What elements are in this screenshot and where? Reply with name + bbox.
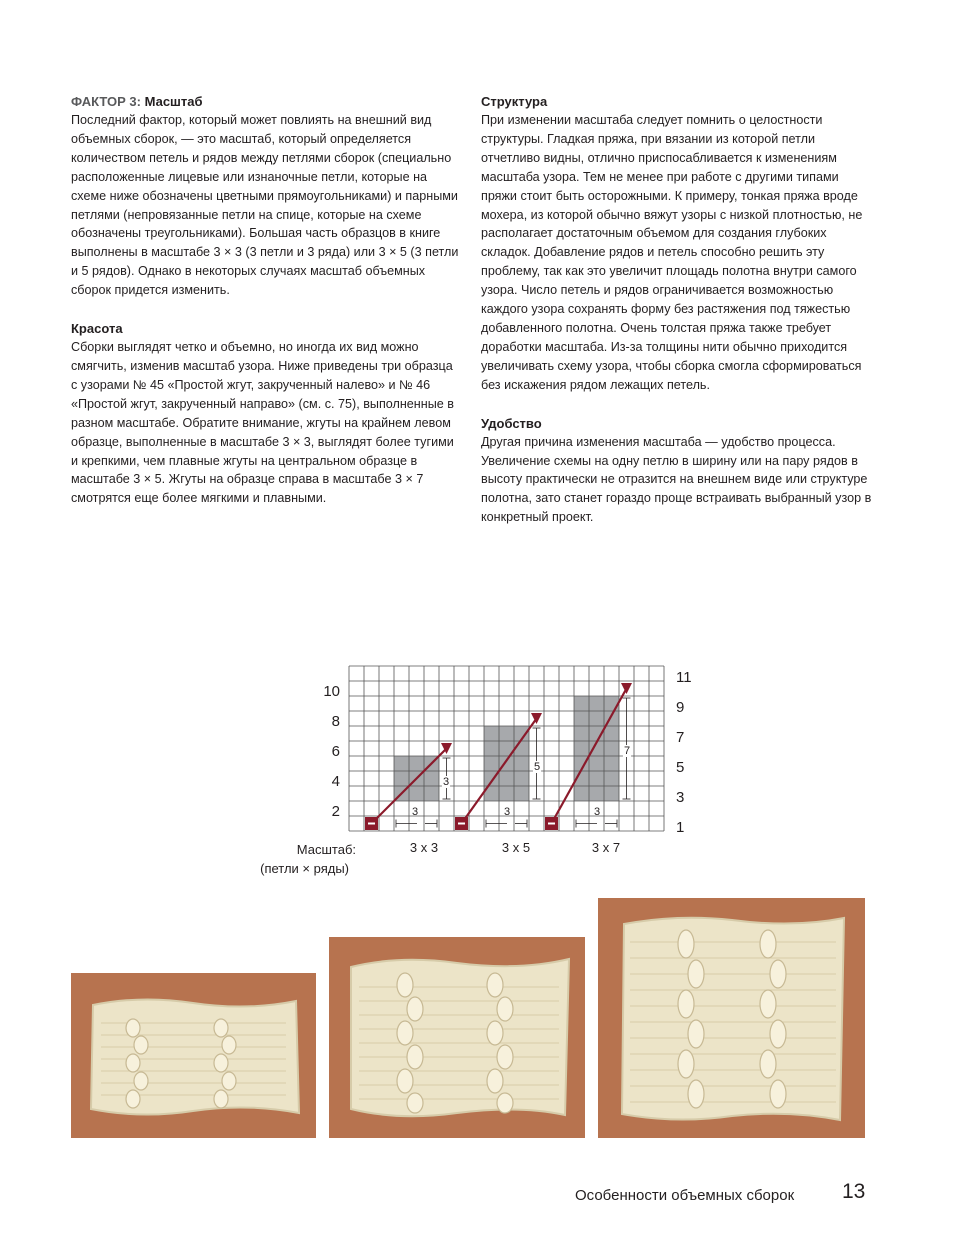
row-count: 3 bbox=[442, 776, 450, 788]
row-number: 2 bbox=[331, 803, 340, 820]
sample-label: 3 x 3 bbox=[409, 840, 439, 855]
heading-structure: Структура bbox=[481, 94, 548, 109]
row-number: 3 bbox=[676, 789, 685, 806]
paragraph-structure: При изменении масштаба следует помнить о целостности структуры. Гладкая пряжа, при вязании из которой петли отчетливо видны, отлично приспосабливается к изменениям масштаба узора. Тем не менее при работе с другими типами пряжи стоит быть осторожными. К примеру, тонкая пряжа вроде мохера, из которой обычно вяжут узоры с низкой плотностью, не располагает достаточным объемом для создания глубоких складок. Добавление рядов и петель способно решить эту проблему, так как это увеличит площадь полотна внутри самого узора. Число петель и рядов ограничивается возможностью каждого узора сохранять форму без растяжения под тяжестью добавленного полотна. Очень толстая пряжа также требует доработки масштаба. Из-за толщины нити обычно приходится увеличивать схему узора, чтобы сборка смогла сформироваться без искажения рядом лежащих петель. bbox=[481, 113, 863, 392]
heading-convenience: Удобство bbox=[481, 415, 542, 431]
row-count: 5 bbox=[533, 761, 541, 773]
row-number: 4 bbox=[331, 773, 340, 790]
slip-triangle bbox=[621, 683, 632, 694]
paragraph-factor3: Последний фактор, который может повлиять на внешний вид объемных сборок, — это масштаб, который определяется количеством петель и рядов между петлями сборок (специально расположенные лицевые или изнаночные петли, которые на схеме ниже обозначены цветными прямоугольниками) и парными петлями (непровязанные петли на спице, которые на схеме обозначены треугольниками). Большая часть образцов в книге выполнены в масштабе 3 × 3 (3 петли и 3 ряда) или 3 × 5 (3 петли и 5 рядов). Однако в некоторых случаях масштаб объемных сборок придется изменить. bbox=[71, 113, 459, 298]
paragraph-convenience: Другая причина изменения масштаба — удобство процесса. Увеличение схемы на одну петлю в ширину или на пару рядов в высоту практически не отразится на внешнем виде или структуре полотна, зато станет гораздо проще встраивать выбранный узор в конкретный проект. bbox=[481, 434, 872, 525]
swatch-photo-3x5 bbox=[329, 937, 585, 1138]
row-number: 1 bbox=[676, 819, 685, 836]
paragraph-beauty: Сборки выглядят четко и объемно, но иногда их вид можно смягчить, изменив масштаб узора. Ниже приведены три образца с узорами № 45 «Простой жгут, закрученный налево» и № 46 «Простой жгут, закрученный направо» (см. с. 75), выполненные в разном масштабе. Обратите внимание, жгуты на крайнем левом образце, выполненные в масштабе 3 × 3, выглядят более тугими и крепкими, чем плавные жгуты на центральном образце в масштабе 3 × 5. Жгуты на образце справа в масштабе 3 × 7 смотрятся еще более мягкими и плавными. bbox=[71, 340, 454, 506]
stitch-count: 3 bbox=[503, 806, 511, 818]
swatch-photo-3x7 bbox=[598, 898, 865, 1138]
row-number: 11 bbox=[676, 669, 692, 686]
swatch-photo-3x3 bbox=[71, 973, 316, 1138]
scale-caption-units: (петли × ряды) bbox=[260, 861, 349, 876]
stitch-count: 3 bbox=[593, 806, 601, 818]
page-number: 13 bbox=[842, 1180, 866, 1203]
cable-area bbox=[574, 696, 619, 801]
row-number: 7 bbox=[676, 729, 685, 746]
stitch-count: 3 bbox=[411, 806, 419, 818]
heading-beauty: Красота bbox=[71, 321, 123, 337]
row-number: 8 bbox=[331, 713, 340, 730]
scale-caption: Масштаб: bbox=[296, 842, 356, 857]
row-count: 7 bbox=[623, 745, 631, 757]
sample-label: 3 x 5 bbox=[501, 840, 531, 855]
row-number: 9 bbox=[676, 699, 685, 716]
heading-factor3: ФАКТОР 3: Масштаб bbox=[71, 94, 203, 109]
footer-title: Особенности объемных сборок bbox=[575, 1187, 795, 1204]
sample-label: 3 x 7 bbox=[591, 840, 621, 855]
row-number: 6 bbox=[331, 743, 340, 760]
row-number: 10 bbox=[323, 683, 340, 700]
row-number: 5 bbox=[676, 759, 685, 776]
